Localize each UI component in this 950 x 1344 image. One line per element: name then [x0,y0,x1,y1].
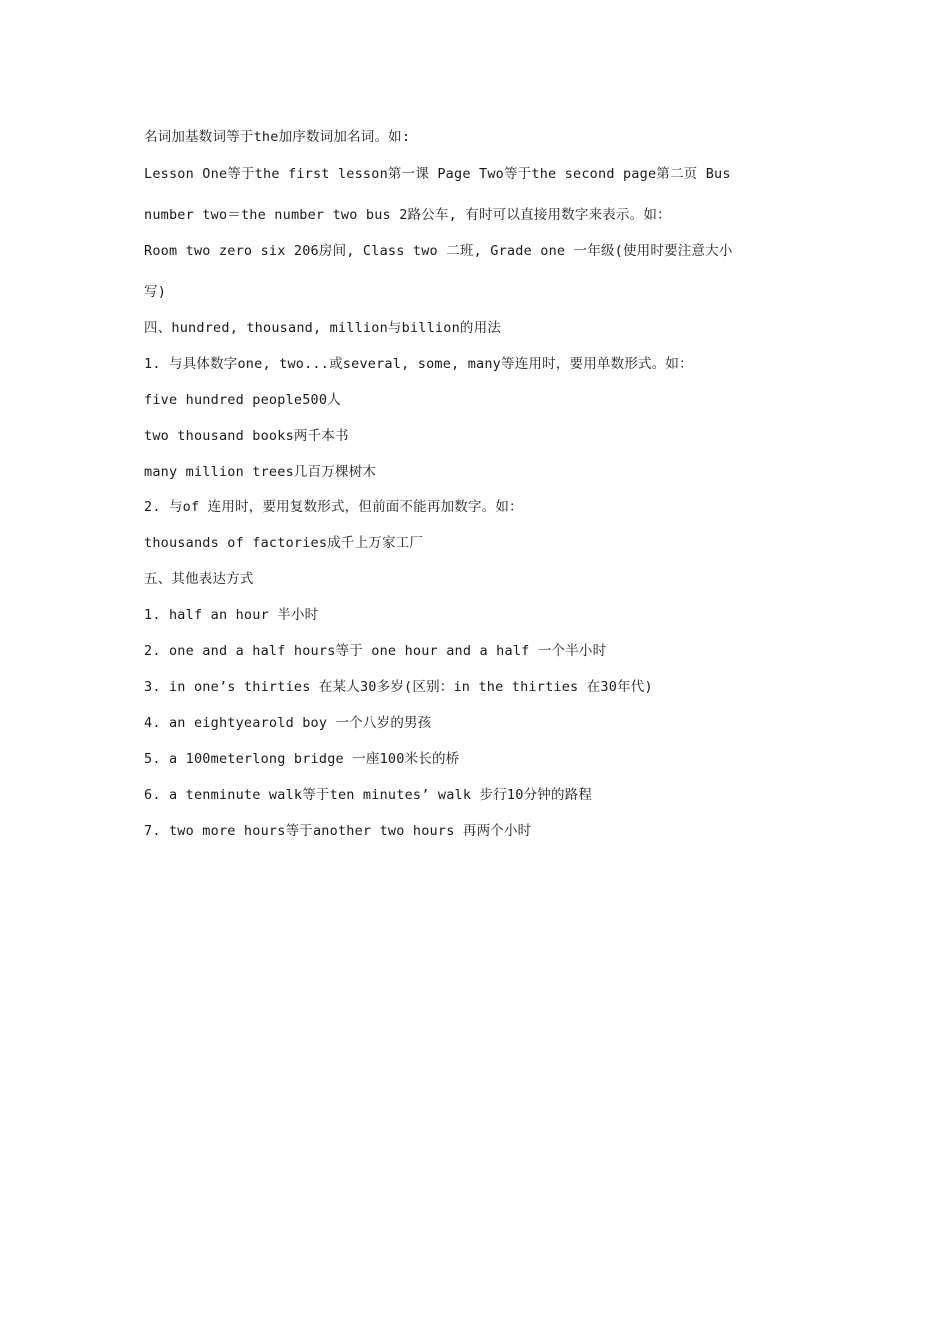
text-line-example-five-hundred: five hundred people500人 [144,392,341,408]
text-line-room-example: Room two zero six 206房间, Class two 二班, Grade one 一年级(使用时要注意大小 [144,243,733,259]
list-item-6: 6. a tenminute walk等于ten minutes’ walk 步行10分钟的路程 [144,787,593,803]
list-item-7: 7. two more hours等于another two hours 再两个小时 [144,823,532,839]
text-line-rule-1: 1. 与具体数字one, two...或several, some, many等连用时，要用单数形式。如： [144,356,693,372]
section-heading-five: 五、其他表达方式 [144,571,254,587]
text-line-room-example-cont: 写) [144,284,167,300]
text-line-bus-example: number two＝the number two bus 2路公车, 有时可以直接用数字来表示。如： [144,207,671,223]
text-line-intro: 名词加基数词等于the加序数词加名词。如: [144,129,411,145]
text-line-example-two-thousand: two thousand books两千本书 [144,428,349,444]
text-line-example-thousands: thousands of factories成千上万家工厂 [144,535,424,551]
section-heading-four: 四、hundred, thousand, million与billion的用法 [144,320,502,336]
list-item-1: 1. half an hour 半小时 [144,607,319,623]
text-line-lesson-example: Lesson One等于the first lesson第一课 Page Two等于the second page第二页 Bus [144,166,731,182]
list-item-2: 2. one and a half hours等于 one hour and a half 一个半小时 [144,643,607,659]
list-item-4: 4. an eightyearold boy 一个八岁的男孩 [144,715,432,731]
list-item-3: 3. in one’s thirties 在某人30多岁(区别：in the thirties 在30年代) [144,679,653,695]
text-line-rule-2: 2. 与of 连用时，要用复数形式，但前面不能再加数字。如： [144,499,523,515]
text-line-example-many-million: many million trees几百万棵树木 [144,464,377,480]
list-item-5: 5. a 100meterlong bridge 一座100米长的桥 [144,751,460,767]
